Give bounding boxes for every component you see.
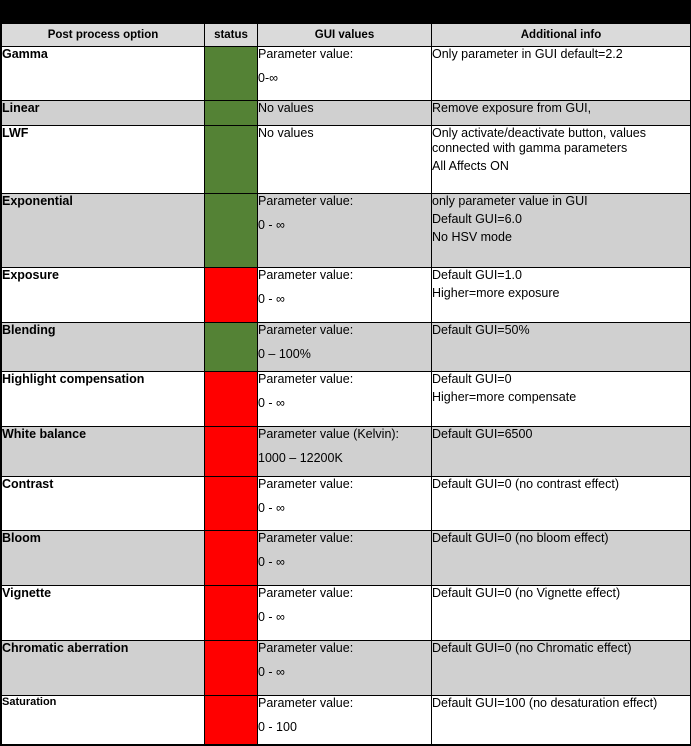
- info-line: Higher=more compensate: [432, 390, 577, 404]
- table-row: [2, 268, 691, 323]
- gui-value-line: No values: [258, 101, 314, 115]
- info-line: Default GUI=0 (no Chromatic effect): [432, 641, 632, 655]
- gui-values-cell: [258, 427, 432, 477]
- info-line: Default GUI=0 (no bloom effect): [432, 531, 609, 545]
- additional-info-cell: [432, 427, 691, 477]
- option-name: Exposure: [2, 268, 205, 323]
- gui-value-line: Parameter value:: [258, 194, 354, 208]
- option-name: Vignette: [2, 586, 205, 641]
- additional-info-cell: [432, 323, 691, 372]
- additional-info-cell: [432, 126, 691, 194]
- info-line: Default GUI=0: [432, 372, 512, 386]
- gui-value-line: Parameter value:: [258, 586, 354, 600]
- additional-info-cell: [432, 477, 691, 531]
- gui-value-line: Parameter value:: [258, 531, 354, 545]
- table-row: [2, 641, 691, 696]
- status-indicator-red: [205, 372, 258, 427]
- status-indicator-green: [205, 194, 258, 268]
- additional-info-cell: [432, 641, 691, 696]
- gui-values-cell: [258, 101, 432, 126]
- info-line: Default GUI=0 (no Vignette effect): [432, 586, 621, 600]
- status-indicator-green: [205, 323, 258, 372]
- option-name: Bloom: [2, 531, 205, 586]
- additional-info-cell: [432, 101, 691, 126]
- status-indicator-red: [205, 641, 258, 696]
- option-name: White balance: [2, 427, 205, 477]
- status-indicator-red: [205, 586, 258, 641]
- gui-value-line: Parameter value:: [258, 372, 354, 386]
- table-row: [2, 101, 691, 126]
- gui-value-line: 0 - ∞: [258, 218, 285, 232]
- additional-info-cell: [432, 47, 691, 101]
- info-line: only parameter value in GUI: [432, 194, 588, 208]
- gui-value-line: Parameter value:: [258, 696, 354, 710]
- option-name: LWF: [2, 126, 205, 194]
- header-gui-values: GUI values: [258, 24, 432, 47]
- header-status: status: [205, 24, 258, 47]
- info-line: Higher=more exposure: [432, 286, 560, 300]
- header-row: [2, 24, 691, 47]
- additional-info-cell: [432, 586, 691, 641]
- gui-value-line: 0 – 100%: [258, 347, 311, 361]
- status-indicator-red: [205, 531, 258, 586]
- info-line: Default GUI=6.0: [432, 212, 522, 226]
- status-indicator-red: [205, 696, 258, 745]
- option-name: Blending: [2, 323, 205, 372]
- gui-value-line: 0 - ∞: [258, 665, 285, 679]
- table-row: [2, 696, 691, 745]
- info-line: Default GUI=50%: [432, 323, 530, 337]
- gui-values-cell: [258, 194, 432, 268]
- option-name: Chromatic aberration: [2, 641, 205, 696]
- info-line: Default GUI=100 (no desaturation effect): [432, 696, 658, 710]
- status-indicator-green: [205, 101, 258, 126]
- header-additional-info: Additional info: [432, 24, 691, 47]
- table-row: [2, 194, 691, 268]
- option-name: Highlight compensation: [2, 372, 205, 427]
- gui-value-line: 0 - ∞: [258, 555, 285, 569]
- gui-value-line: 1000 – 12200K: [258, 451, 343, 465]
- info-line: Only parameter in GUI default=2.2: [432, 47, 623, 61]
- gui-values-cell: [258, 126, 432, 194]
- table-row: [2, 477, 691, 531]
- gui-values-cell: [258, 531, 432, 586]
- status-indicator-red: [205, 427, 258, 477]
- header-option: Post process option: [2, 24, 205, 47]
- gui-value-line: 0 - ∞: [258, 396, 285, 410]
- table-row: [2, 372, 691, 427]
- info-line: Default GUI=0 (no contrast effect): [432, 477, 620, 491]
- table-row: [2, 531, 691, 586]
- gui-values-cell: [258, 268, 432, 323]
- table-row: [2, 427, 691, 477]
- gui-values-cell: [258, 477, 432, 531]
- table-row: [2, 323, 691, 372]
- gui-value-line: Parameter value:: [258, 477, 354, 491]
- additional-info-cell: [432, 268, 691, 323]
- option-name: Linear: [2, 101, 205, 126]
- gui-values-cell: [258, 372, 432, 427]
- top-black-bar: [0, 0, 691, 22]
- option-name: Saturation: [2, 696, 205, 745]
- info-line: Remove exposure from GUI,: [432, 101, 592, 115]
- table-row: [2, 586, 691, 641]
- gui-values-cell: [258, 641, 432, 696]
- info-line: All Affects ON: [432, 159, 509, 173]
- option-name: Contrast: [2, 477, 205, 531]
- status-indicator-green: [205, 126, 258, 194]
- gui-value-line: Parameter value:: [258, 323, 354, 337]
- additional-info-cell: [432, 194, 691, 268]
- additional-info-cell: [432, 696, 691, 745]
- gui-values-cell: [258, 586, 432, 641]
- status-indicator-green: [205, 47, 258, 101]
- gui-value-line: Parameter value:: [258, 268, 354, 282]
- gui-values-cell: [258, 696, 432, 745]
- gui-values-cell: [258, 323, 432, 372]
- gui-value-line: 0 - ∞: [258, 292, 285, 306]
- gui-value-line: 0 - ∞: [258, 610, 285, 624]
- table-row: [2, 47, 691, 101]
- gui-value-line: No values: [258, 126, 314, 140]
- gui-value-line: Parameter value:: [258, 47, 354, 61]
- additional-info-cell: [432, 531, 691, 586]
- gui-values-cell: [258, 47, 432, 101]
- post-process-table: [1, 23, 691, 745]
- option-name: Gamma: [2, 47, 205, 101]
- info-line: Default GUI=6500: [432, 427, 533, 441]
- status-indicator-red: [205, 477, 258, 531]
- gui-value-line: Parameter value (Kelvin):: [258, 427, 400, 441]
- table-row: [2, 126, 691, 194]
- gui-value-line: 0-∞: [258, 71, 279, 85]
- gui-value-line: Parameter value:: [258, 641, 354, 655]
- info-line: Default GUI=1.0: [432, 268, 522, 282]
- option-name: Exponential: [2, 194, 205, 268]
- status-indicator-red: [205, 268, 258, 323]
- gui-value-line: 0 - 100: [258, 720, 297, 734]
- info-line: Only activate/deactivate button, values connected with gamma parameters: [432, 126, 647, 155]
- info-line: No HSV mode: [432, 230, 512, 244]
- gui-value-line: 0 - ∞: [258, 501, 285, 515]
- additional-info-cell: [432, 372, 691, 427]
